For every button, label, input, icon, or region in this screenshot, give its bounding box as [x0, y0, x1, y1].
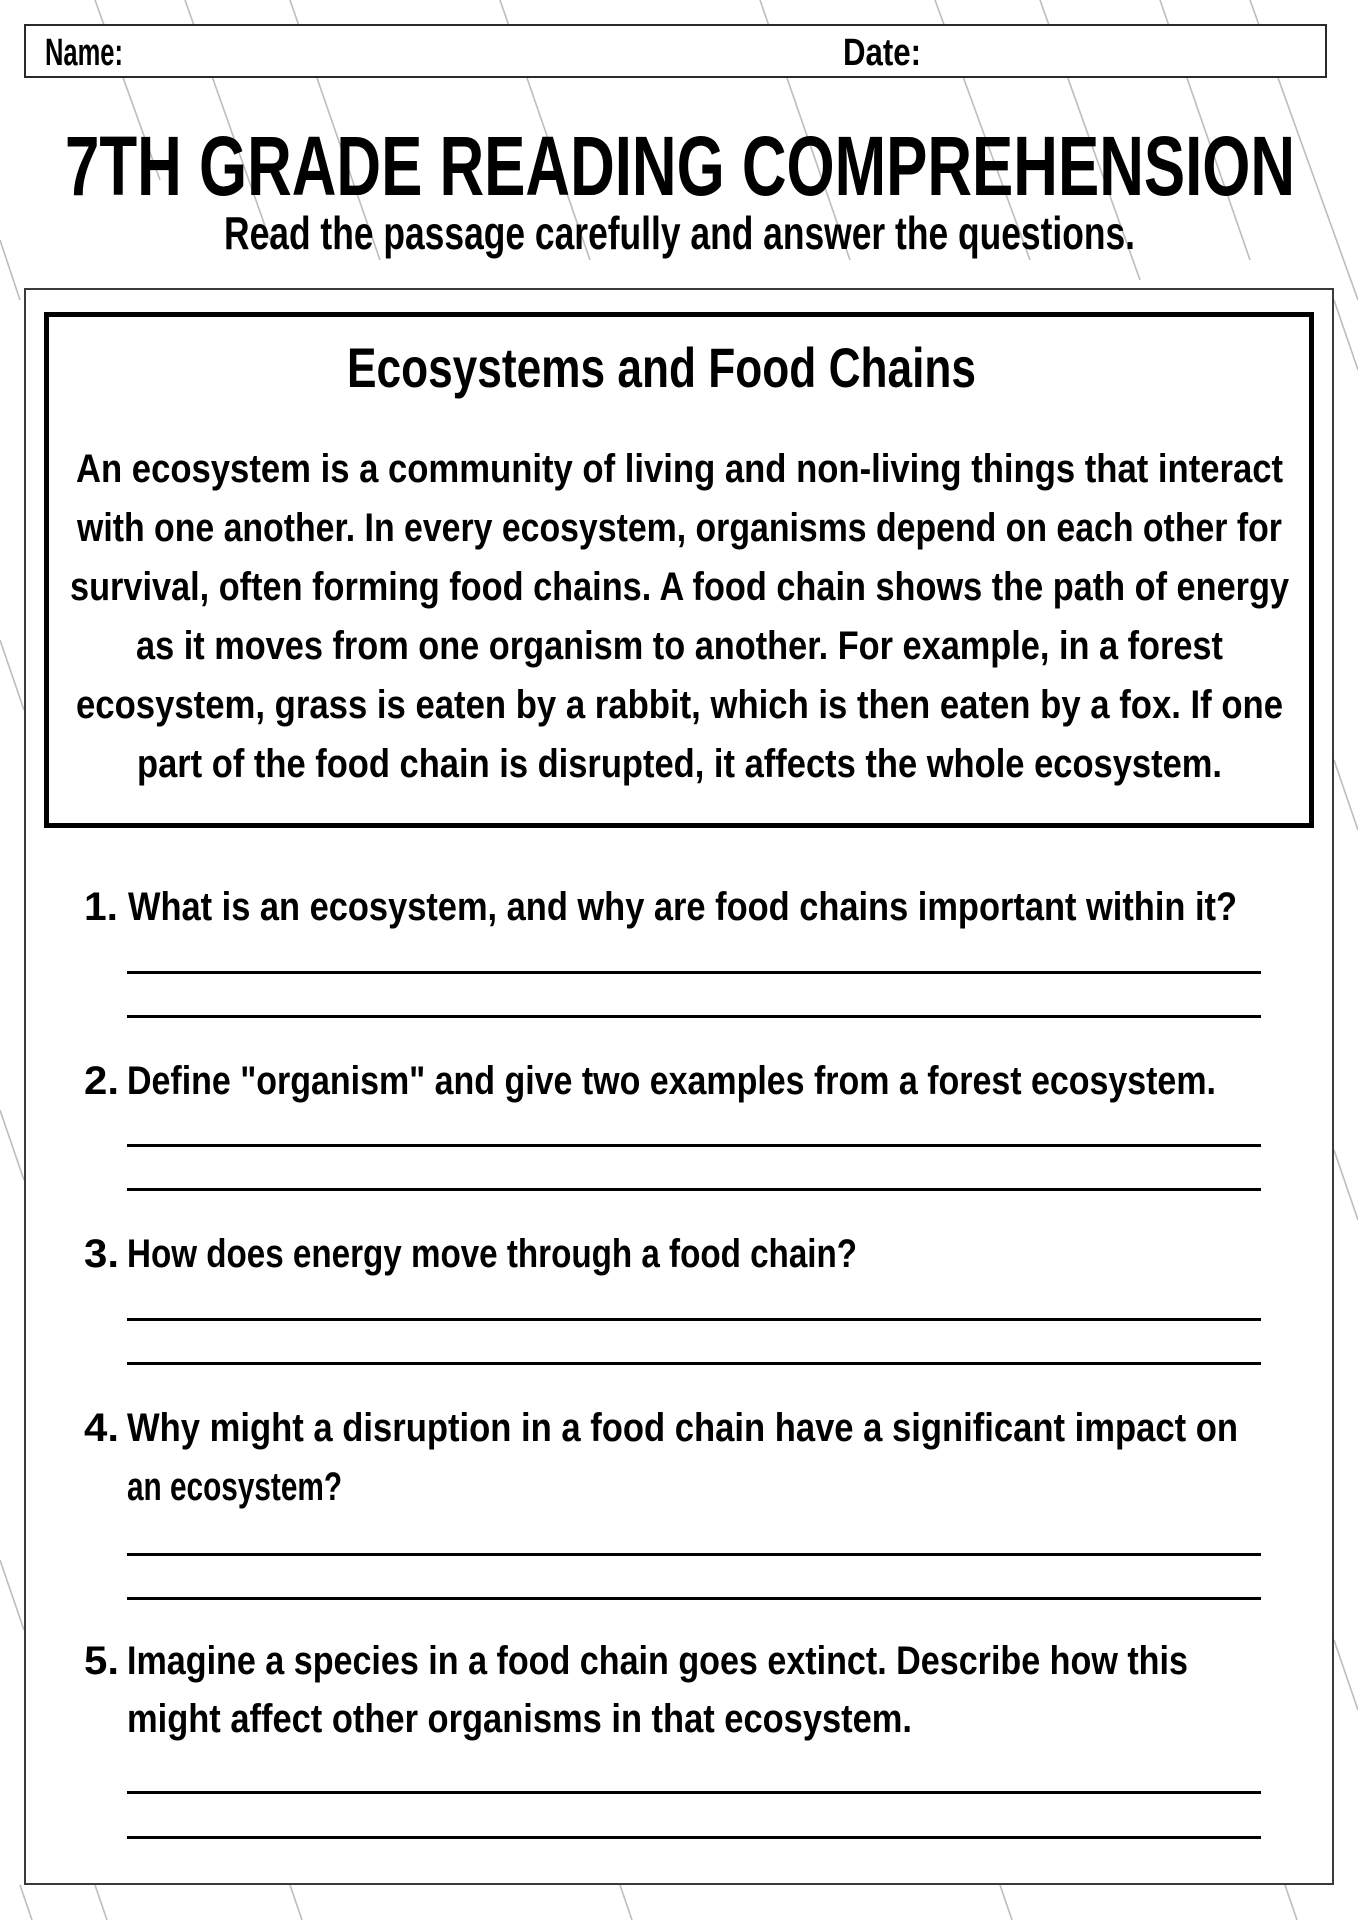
page-title: 7TH GRADE READING COMPREHENSION: [65, 119, 1296, 213]
passage-title: Ecosystems and Food Chains: [347, 336, 977, 399]
answer-line[interactable]: [127, 971, 1261, 974]
name-label: Name:: [45, 32, 123, 74]
answer-line[interactable]: [127, 1791, 1261, 1794]
answer-line[interactable]: [127, 1553, 1261, 1556]
question-text-continued: might affect other organisms in that ecosystem.: [127, 1697, 913, 1741]
instructions: Read the passage carefully and answer the questions.: [224, 207, 1136, 259]
passage-line: ecosystem, grass is eaten by a rabbit, which is then eaten by a fox. If one: [76, 683, 1284, 727]
passage-line: An ecosystem is a community of living and non-living things that interact: [76, 447, 1284, 491]
question-number: 2.: [84, 1059, 120, 1103]
question-text: Define "organism" and give two examples from a forest ecosystem.: [127, 1059, 1216, 1103]
answer-line[interactable]: [127, 1144, 1261, 1147]
answer-line[interactable]: [127, 1188, 1261, 1191]
question-text: What is an ecosystem, and why are food chains important within it?: [128, 885, 1238, 929]
question-text-continued: an ecosystem?: [127, 1465, 343, 1509]
passage-line: with one another. In every ecosystem, organisms depend on each other for: [77, 506, 1282, 550]
question-number: 3.: [84, 1232, 120, 1276]
passage-line: as it moves from one organism to another. For example, in a forest: [136, 624, 1223, 668]
answer-line[interactable]: [127, 1836, 1261, 1839]
date-label: Date:: [843, 32, 922, 74]
question-text: Imagine a species in a food chain goes extinct. Describe how this: [127, 1639, 1188, 1683]
answer-line[interactable]: [127, 1362, 1261, 1365]
question-number: 4.: [84, 1406, 120, 1450]
question-number: 1.: [84, 885, 118, 929]
answer-line[interactable]: [127, 1318, 1261, 1321]
name-date-box: [24, 24, 1327, 78]
answer-line[interactable]: [127, 1015, 1261, 1018]
answer-line[interactable]: [127, 1597, 1261, 1600]
question-number: 5.: [84, 1639, 120, 1683]
passage-line: survival, often forming food chains. A food chain shows the path of energy: [70, 565, 1290, 609]
question-text: Why might a disruption in a food chain have a significant impact on: [127, 1406, 1239, 1450]
passage-line: part of the food chain is disrupted, it affects the whole ecosystem.: [137, 742, 1223, 786]
question-text: How does energy move through a food chain?: [127, 1232, 858, 1276]
